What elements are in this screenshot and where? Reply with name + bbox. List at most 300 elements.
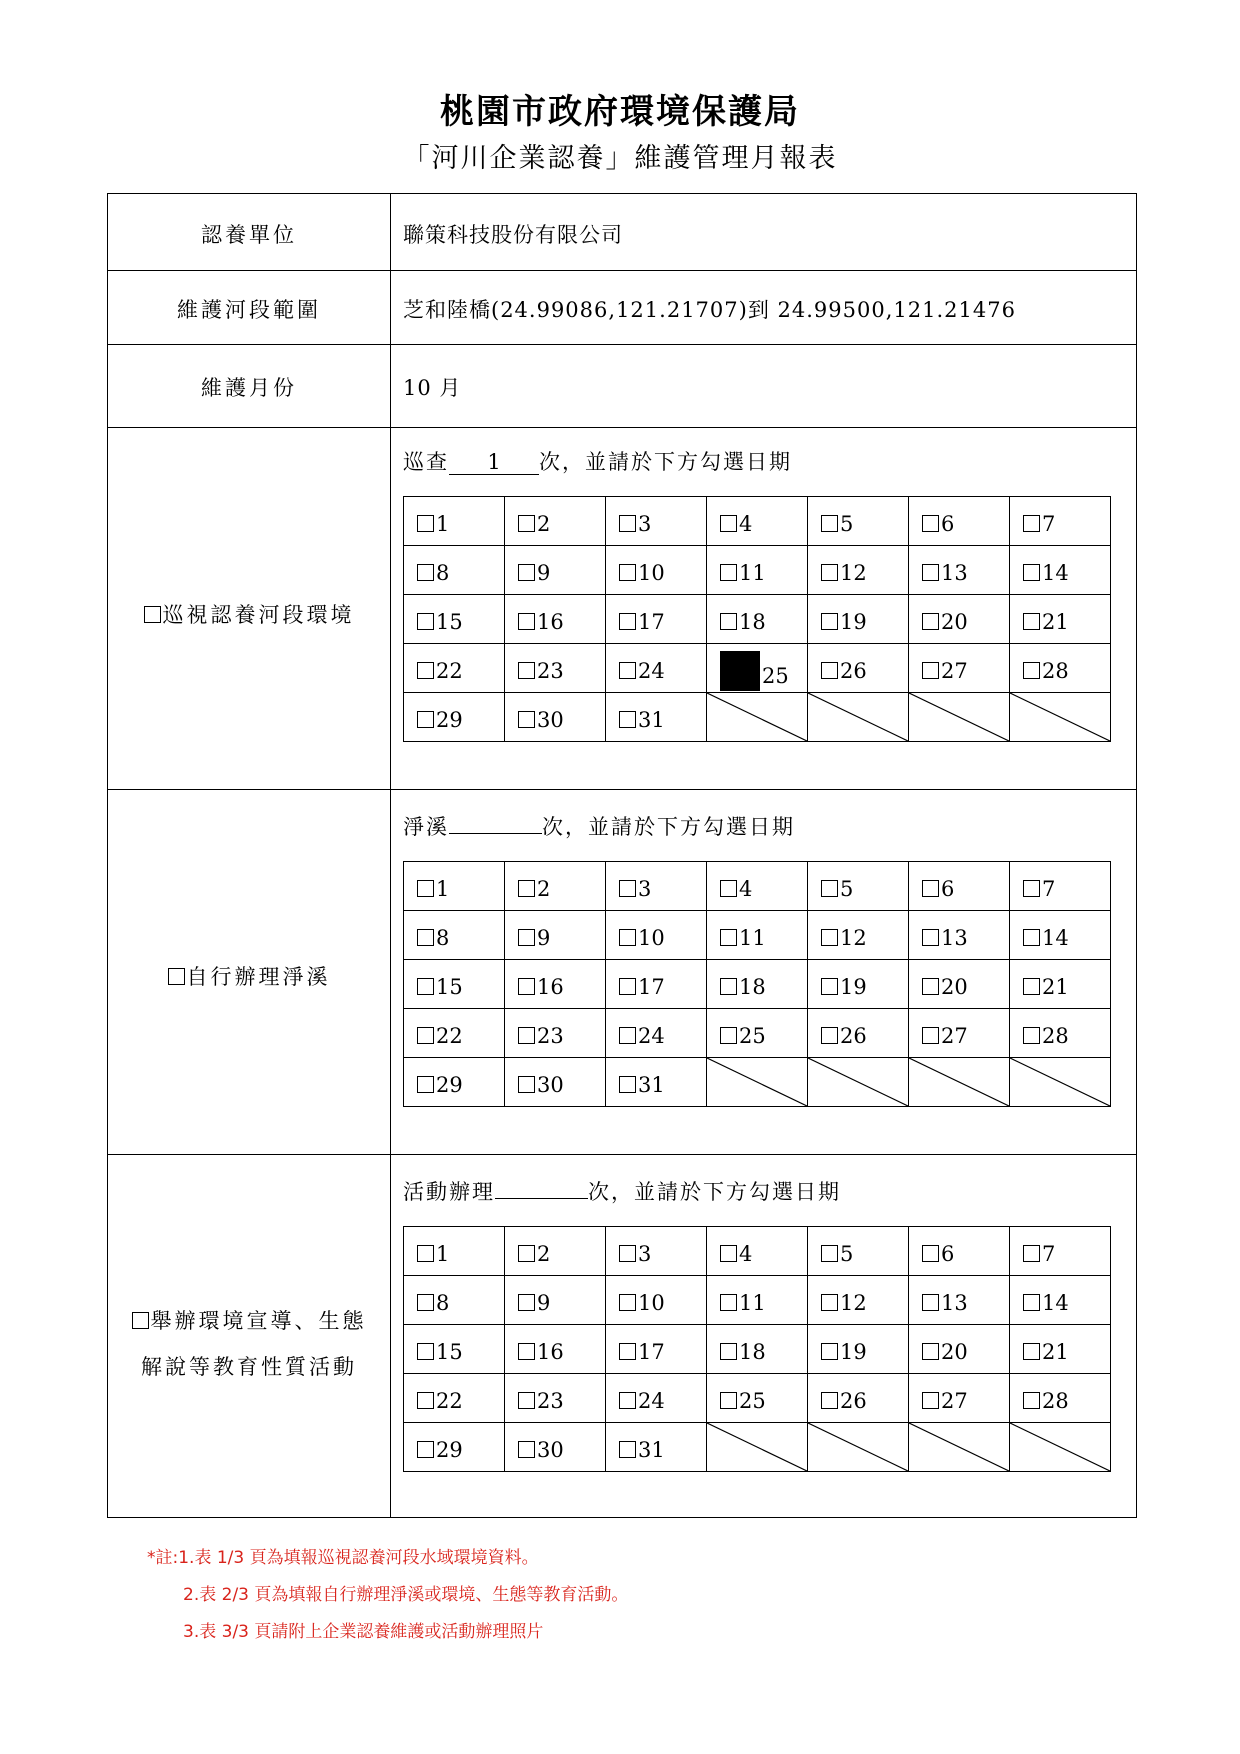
adopter-value: 聯策科技股份有限公司 — [403, 223, 623, 247]
day-cell[interactable] — [808, 497, 909, 546]
day-checkbox[interactable] — [417, 978, 434, 995]
day-number: 31 — [638, 1438, 665, 1462]
day-checkbox[interactable] — [1023, 978, 1040, 995]
day-cell[interactable] — [1010, 546, 1111, 595]
cleanup-section-checkbox[interactable] — [168, 968, 185, 985]
row-divider — [108, 270, 1136, 271]
day-cell[interactable] — [404, 595, 505, 644]
day-cell[interactable] — [1010, 644, 1111, 693]
day-cell[interactable] — [606, 1058, 707, 1107]
day-number: 27 — [941, 1389, 968, 1413]
day-cell[interactable] — [505, 1276, 606, 1325]
footnotes — [147, 1540, 628, 1651]
day-number: 21 — [1042, 610, 1069, 634]
day-number: 25 — [762, 664, 789, 688]
day-row — [404, 1227, 1111, 1276]
day-number: 20 — [941, 610, 968, 634]
day-cell[interactable] — [808, 546, 909, 595]
day-checkbox[interactable] — [619, 1441, 636, 1458]
day-number: 26 — [840, 1389, 867, 1413]
day-cell[interactable] — [707, 497, 808, 546]
day-cell[interactable] — [606, 862, 707, 911]
day-number: 14 — [1042, 561, 1069, 585]
day-cell[interactable] — [606, 1325, 707, 1374]
day-cell[interactable] — [909, 546, 1010, 595]
day-cell[interactable] — [808, 595, 909, 644]
note-3: 3.表 3/3 頁請附上企業認養維護或活動辦理照片 — [183, 1622, 544, 1642]
day-checkbox[interactable] — [720, 613, 737, 630]
day-checkbox[interactable] — [518, 880, 535, 897]
day-checkbox[interactable] — [518, 711, 535, 728]
day-checkbox[interactable] — [922, 1294, 939, 1311]
day-row — [404, 1058, 1111, 1107]
day-number: 11 — [739, 926, 766, 950]
day-cell[interactable] — [505, 911, 606, 960]
day-checkbox[interactable] — [1023, 880, 1040, 897]
day-checkbox[interactable] — [1023, 1392, 1040, 1409]
day-number: 10 — [638, 561, 665, 585]
day-cell[interactable] — [909, 497, 1010, 546]
day-number: 27 — [941, 659, 968, 683]
note-2: 2.表 2/3 頁為填報自行辦理淨溪或環境、生態等教育活動。 — [183, 1585, 629, 1605]
day-checkbox[interactable] — [518, 1441, 535, 1458]
day-checkbox[interactable] — [1023, 662, 1040, 679]
day-cell[interactable] — [505, 1227, 606, 1276]
day-number: 11 — [739, 561, 766, 585]
day-checkbox[interactable] — [619, 929, 636, 946]
day-cell[interactable] — [404, 862, 505, 911]
row-divider — [108, 427, 1136, 428]
day-cell[interactable] — [505, 1423, 606, 1472]
day-cell[interactable] — [505, 1009, 606, 1058]
day-cell[interactable] — [404, 693, 505, 742]
day-checkbox[interactable] — [518, 564, 535, 581]
day-checkbox[interactable] — [417, 929, 434, 946]
month-value: 10 月 — [403, 376, 462, 400]
day-cell[interactable] — [707, 546, 808, 595]
day-number: 3 — [638, 1242, 652, 1266]
day-checkbox[interactable] — [922, 1343, 939, 1360]
day-number: 24 — [638, 1024, 665, 1048]
day-cell[interactable] — [606, 595, 707, 644]
day-checkbox[interactable] — [619, 564, 636, 581]
day-checkbox[interactable] — [821, 1343, 838, 1360]
empty-day-cell — [1010, 1058, 1111, 1107]
day-number: 27 — [941, 1024, 968, 1048]
day-checkbox[interactable] — [518, 1076, 535, 1093]
day-cell[interactable] — [404, 1325, 505, 1374]
day-checkbox[interactable] — [1023, 613, 1040, 630]
day-cell[interactable] — [707, 960, 808, 1009]
empty-day-cell — [808, 1423, 909, 1472]
day-checkbox[interactable] — [417, 1392, 434, 1409]
day-number: 17 — [638, 610, 665, 634]
day-checkbox[interactable] — [720, 1392, 737, 1409]
day-number: 15 — [436, 610, 463, 634]
day-cell[interactable] — [505, 1325, 606, 1374]
day-checkbox[interactable] — [720, 880, 737, 897]
day-cell[interactable] — [808, 1374, 909, 1423]
activity-day-grid — [403, 1226, 1111, 1472]
day-checkbox[interactable] — [821, 613, 838, 630]
day-row — [404, 1423, 1111, 1472]
day-checkbox[interactable] — [1023, 929, 1040, 946]
day-cell[interactable] — [505, 1374, 606, 1423]
day-cell[interactable] — [505, 497, 606, 546]
day-number: 14 — [1042, 1291, 1069, 1315]
day-checkbox[interactable] — [720, 1343, 737, 1360]
day-cell[interactable] — [606, 546, 707, 595]
day-checkbox[interactable] — [518, 1245, 535, 1262]
day-number: 7 — [1042, 512, 1056, 536]
day-number: 23 — [537, 659, 564, 683]
day-checkbox[interactable] — [417, 1245, 434, 1262]
activity-prompt: 活動辦理 次，並請於下方勾選日期 — [403, 1180, 841, 1204]
day-checkbox[interactable] — [619, 613, 636, 630]
day-number: 22 — [436, 1389, 463, 1413]
day-checkbox[interactable] — [619, 880, 636, 897]
day-checkbox[interactable] — [922, 515, 939, 532]
day-cell[interactable] — [909, 595, 1010, 644]
day-checkbox[interactable] — [821, 978, 838, 995]
row-divider — [108, 344, 1136, 345]
day-checkbox[interactable] — [417, 564, 434, 581]
day-row — [404, 1374, 1111, 1423]
day-cell[interactable] — [606, 960, 707, 1009]
day-cell[interactable] — [1010, 1374, 1111, 1423]
day-cell[interactable] — [1010, 960, 1111, 1009]
day-number: 15 — [436, 975, 463, 999]
day-number: 1 — [436, 1242, 450, 1266]
day-row — [404, 960, 1111, 1009]
day-cell[interactable] — [505, 960, 606, 1009]
day-checkbox[interactable] — [518, 929, 535, 946]
day-cell[interactable] — [707, 1325, 808, 1374]
patrol-count-field[interactable]: 1 — [449, 450, 539, 475]
page-subtitle: 「河川企業認養」維護管理月報表 — [402, 143, 838, 174]
day-number: 3 — [638, 877, 652, 901]
day-cell[interactable] — [707, 1276, 808, 1325]
day-row — [404, 644, 1111, 693]
day-checkbox[interactable] — [619, 1294, 636, 1311]
day-row — [404, 862, 1111, 911]
day-number: 18 — [739, 1340, 766, 1364]
day-cell[interactable] — [606, 497, 707, 546]
day-number: 30 — [537, 1438, 564, 1462]
day-checkbox[interactable] — [619, 978, 636, 995]
day-checkbox[interactable] — [821, 1027, 838, 1044]
day-checkbox[interactable] — [922, 880, 939, 897]
day-number: 17 — [638, 1340, 665, 1364]
day-checkbox[interactable] — [518, 1343, 535, 1360]
day-cell[interactable] — [505, 546, 606, 595]
activity-section-checkbox[interactable] — [132, 1312, 149, 1329]
day-number: 31 — [638, 1073, 665, 1097]
day-cell[interactable] — [808, 1325, 909, 1374]
day-checkbox[interactable] — [417, 1294, 434, 1311]
day-checkbox[interactable] — [619, 1076, 636, 1093]
day-cell[interactable] — [505, 862, 606, 911]
day-checkbox[interactable] — [720, 978, 737, 995]
day-number: 19 — [840, 610, 867, 634]
day-number: 12 — [840, 926, 867, 950]
day-cell[interactable] — [505, 693, 606, 742]
day-cell[interactable] — [808, 911, 909, 960]
day-checkbox[interactable] — [1023, 1027, 1040, 1044]
day-cell[interactable] — [707, 1374, 808, 1423]
day-checkbox[interactable] — [821, 1245, 838, 1262]
day-number: 18 — [739, 610, 766, 634]
day-number: 19 — [840, 1340, 867, 1364]
day-number: 16 — [537, 1340, 564, 1364]
day-cell[interactable] — [505, 595, 606, 644]
day-row — [404, 693, 1111, 742]
day-checkbox[interactable] — [518, 978, 535, 995]
day-checkbox[interactable] — [619, 1343, 636, 1360]
day-cell[interactable] — [404, 1009, 505, 1058]
day-cell[interactable] — [404, 1227, 505, 1276]
day-checkbox[interactable] — [720, 1294, 737, 1311]
day-cell[interactable] — [707, 644, 808, 693]
day-cell[interactable] — [404, 911, 505, 960]
day-cell[interactable] — [1010, 862, 1111, 911]
day-number: 1 — [436, 512, 450, 536]
day-checkbox[interactable] — [417, 711, 434, 728]
day-checkbox[interactable] — [922, 978, 939, 995]
day-number: 25 — [739, 1389, 766, 1413]
row-divider — [108, 1154, 1136, 1155]
empty-day-cell — [1010, 1423, 1111, 1472]
day-number: 8 — [436, 561, 450, 585]
day-cell[interactable] — [808, 1227, 909, 1276]
day-cell[interactable] — [606, 1423, 707, 1472]
day-checkbox[interactable] — [1023, 564, 1040, 581]
day-checkbox[interactable] — [1023, 1343, 1040, 1360]
day-cell[interactable] — [909, 1227, 1010, 1276]
day-checkbox[interactable] — [619, 515, 636, 532]
day-checkbox[interactable] — [518, 1027, 535, 1044]
day-number: 23 — [537, 1389, 564, 1413]
day-cell[interactable] — [606, 1009, 707, 1058]
day-checkbox[interactable] — [821, 564, 838, 581]
day-number: 20 — [941, 1340, 968, 1364]
day-cell[interactable] — [1010, 497, 1111, 546]
day-number: 2 — [537, 512, 551, 536]
day-checkbox[interactable] — [1023, 515, 1040, 532]
day-cell[interactable] — [1010, 595, 1111, 644]
day-checkbox[interactable] — [720, 651, 760, 691]
day-cell[interactable] — [707, 595, 808, 644]
day-checkbox[interactable] — [821, 515, 838, 532]
day-cell[interactable] — [909, 911, 1010, 960]
day-checkbox[interactable] — [922, 1392, 939, 1409]
day-checkbox[interactable] — [518, 613, 535, 630]
day-checkbox[interactable] — [518, 1392, 535, 1409]
day-number: 24 — [638, 1389, 665, 1413]
day-cell[interactable] — [606, 1276, 707, 1325]
day-cell[interactable] — [606, 1227, 707, 1276]
day-checkbox[interactable] — [417, 515, 434, 532]
day-number: 9 — [537, 1291, 551, 1315]
day-checkbox[interactable] — [922, 1027, 939, 1044]
day-cell[interactable] — [808, 960, 909, 1009]
day-cell[interactable] — [707, 1009, 808, 1058]
patrol-section-label: 巡視認養河段環境 — [108, 592, 390, 638]
day-checkbox[interactable] — [720, 515, 737, 532]
empty-day-cell — [707, 693, 808, 742]
day-checkbox[interactable] — [417, 1027, 434, 1044]
day-number: 7 — [1042, 1242, 1056, 1266]
day-checkbox[interactable] — [1023, 1294, 1040, 1311]
day-cell[interactable] — [909, 644, 1010, 693]
day-row — [404, 1276, 1111, 1325]
empty-day-cell — [1010, 693, 1111, 742]
day-checkbox[interactable] — [1023, 1245, 1040, 1262]
day-checkbox[interactable] — [720, 929, 737, 946]
day-row — [404, 595, 1111, 644]
day-cell[interactable] — [808, 644, 909, 693]
day-checkbox[interactable] — [821, 1392, 838, 1409]
day-cell[interactable] — [404, 644, 505, 693]
day-number: 30 — [537, 1073, 564, 1097]
day-checkbox[interactable] — [821, 1294, 838, 1311]
column-divider — [390, 194, 391, 1517]
patrol-section-checkbox[interactable] — [144, 606, 161, 623]
day-row — [404, 911, 1111, 960]
empty-day-cell — [808, 1058, 909, 1107]
day-checkbox[interactable] — [922, 613, 939, 630]
row-divider — [108, 789, 1136, 790]
day-number: 10 — [638, 1291, 665, 1315]
day-number: 21 — [1042, 1340, 1069, 1364]
day-cell[interactable] — [909, 1276, 1010, 1325]
day-number: 13 — [941, 1291, 968, 1315]
day-number: 7 — [1042, 877, 1056, 901]
day-row — [404, 1325, 1111, 1374]
day-checkbox[interactable] — [821, 880, 838, 897]
day-checkbox[interactable] — [720, 564, 737, 581]
day-cell[interactable] — [404, 497, 505, 546]
day-checkbox[interactable] — [518, 515, 535, 532]
empty-day-cell — [909, 1058, 1010, 1107]
day-number: 6 — [941, 1242, 955, 1266]
day-checkbox[interactable] — [518, 1294, 535, 1311]
day-cell[interactable] — [606, 644, 707, 693]
day-cell[interactable] — [1010, 911, 1111, 960]
day-number: 2 — [537, 877, 551, 901]
day-checkbox[interactable] — [417, 880, 434, 897]
day-row — [404, 497, 1111, 546]
day-cell[interactable] — [1010, 1276, 1111, 1325]
day-number: 24 — [638, 659, 665, 683]
day-cell[interactable] — [909, 1009, 1010, 1058]
activity-count-field[interactable] — [495, 1198, 588, 1199]
cleanup-count-field[interactable] — [449, 833, 542, 834]
day-cell[interactable] — [404, 1423, 505, 1472]
day-checkbox[interactable] — [417, 1343, 434, 1360]
day-checkbox[interactable] — [417, 613, 434, 630]
day-cell[interactable] — [909, 862, 1010, 911]
day-cell[interactable] — [606, 911, 707, 960]
day-checkbox[interactable] — [417, 1441, 434, 1458]
day-checkbox[interactable] — [619, 662, 636, 679]
day-number: 21 — [1042, 975, 1069, 999]
day-checkbox[interactable] — [720, 1027, 737, 1044]
day-number: 3 — [638, 512, 652, 536]
day-cell[interactable] — [404, 1374, 505, 1423]
activity-section-label: 舉辦環境宣導、生態 解說等教育性質活動 — [108, 1298, 390, 1390]
day-checkbox[interactable] — [417, 1076, 434, 1093]
day-cell[interactable] — [707, 911, 808, 960]
day-cell[interactable] — [909, 1374, 1010, 1423]
day-cell[interactable] — [707, 862, 808, 911]
day-number: 20 — [941, 975, 968, 999]
range-value: 芝和陸橋(24.99086,121.21707)到 24.99500,121.21476 — [403, 298, 1016, 322]
day-cell[interactable] — [606, 693, 707, 742]
day-cell[interactable] — [909, 1325, 1010, 1374]
day-checkbox[interactable] — [619, 1245, 636, 1262]
day-number: 29 — [436, 708, 463, 732]
range-label: 維護河段範圍 — [177, 298, 321, 322]
page-title: 桃園市政府環境保護局 — [440, 92, 800, 132]
day-cell[interactable] — [808, 862, 909, 911]
day-checkbox[interactable] — [922, 929, 939, 946]
day-cell[interactable] — [404, 1058, 505, 1107]
day-cell[interactable] — [707, 1227, 808, 1276]
day-cell[interactable] — [1010, 1325, 1111, 1374]
day-number: 15 — [436, 1340, 463, 1364]
day-cell[interactable] — [808, 1009, 909, 1058]
cleanup-prompt: 淨溪 次，並請於下方勾選日期 — [403, 815, 795, 839]
day-number: 4 — [739, 877, 753, 901]
day-number: 8 — [436, 926, 450, 950]
day-number: 28 — [1042, 1389, 1069, 1413]
day-checkbox[interactable] — [922, 564, 939, 581]
day-checkbox[interactable] — [922, 1245, 939, 1262]
day-cell[interactable] — [404, 960, 505, 1009]
day-number: 29 — [436, 1438, 463, 1462]
day-cell[interactable] — [404, 546, 505, 595]
day-checkbox[interactable] — [619, 1392, 636, 1409]
day-cell[interactable] — [909, 960, 1010, 1009]
day-checkbox[interactable] — [720, 1245, 737, 1262]
day-cell[interactable] — [1010, 1009, 1111, 1058]
day-checkbox[interactable] — [518, 662, 535, 679]
day-number: 6 — [941, 877, 955, 901]
day-checkbox[interactable] — [922, 662, 939, 679]
day-cell[interactable] — [808, 1276, 909, 1325]
day-number: 1 — [436, 877, 450, 901]
day-cell[interactable] — [505, 1058, 606, 1107]
day-number: 12 — [840, 1291, 867, 1315]
day-checkbox[interactable] — [821, 662, 838, 679]
day-checkbox[interactable] — [619, 711, 636, 728]
day-number: 29 — [436, 1073, 463, 1097]
day-cell[interactable] — [1010, 1227, 1111, 1276]
day-number: 9 — [537, 561, 551, 585]
day-number: 19 — [840, 975, 867, 999]
day-number: 6 — [941, 512, 955, 536]
day-cell[interactable] — [505, 644, 606, 693]
day-checkbox[interactable] — [619, 1027, 636, 1044]
day-checkbox[interactable] — [417, 662, 434, 679]
day-checkbox[interactable] — [821, 929, 838, 946]
day-number: 23 — [537, 1024, 564, 1048]
day-cell[interactable] — [606, 1374, 707, 1423]
day-number: 12 — [840, 561, 867, 585]
day-cell[interactable] — [404, 1276, 505, 1325]
empty-day-cell — [707, 1423, 808, 1472]
